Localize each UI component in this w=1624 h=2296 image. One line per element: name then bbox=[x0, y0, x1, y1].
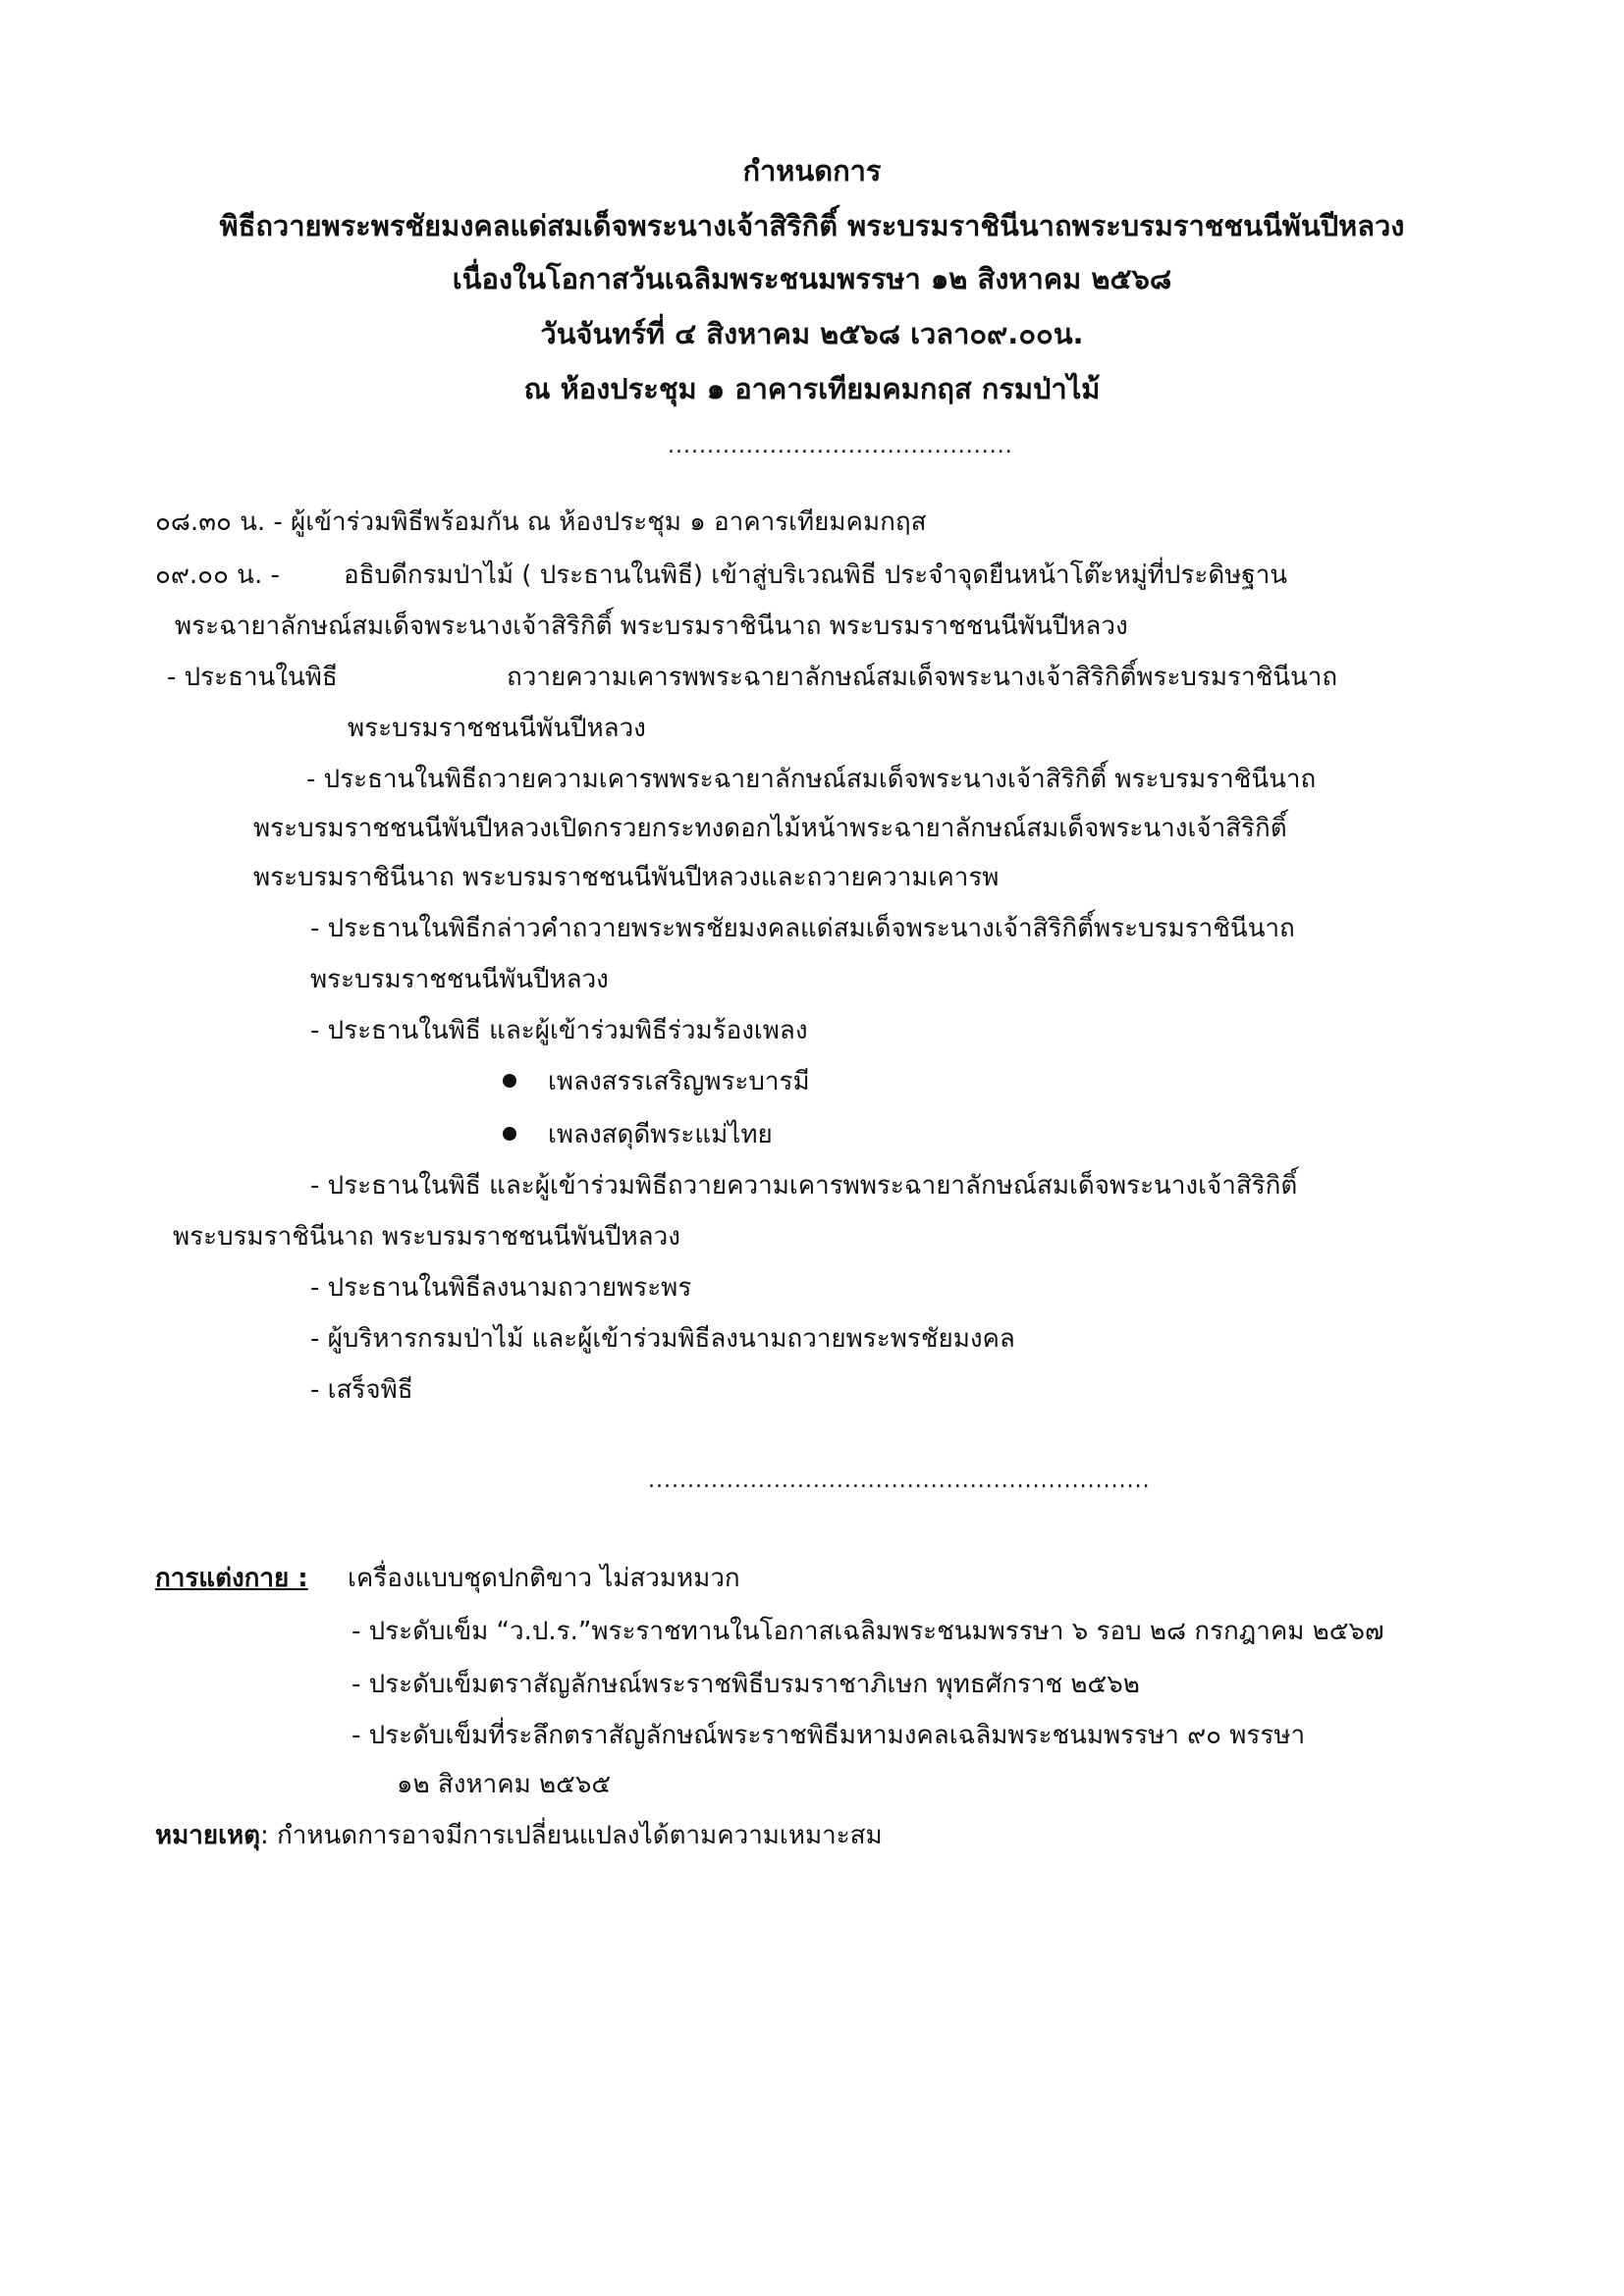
venue-line: ณ ห้องประชุม ๑ อาคารเทียมคมกฤส กรมป่าไม้ bbox=[523, 372, 1101, 405]
schedule-line: พระบรมราชชนนีพันปีหลวงเปิดกรวยกระทงดอกไม้หน้าพระฉายาลักษณ์สมเด็จพระนางเจ้าสิริกิติ์ bbox=[253, 814, 1287, 843]
schedule-line: ๐๘.๓๐ น. - ผู้เข้าร่วมพิธีพร้อมกัน ณ ห้องประชุม ๑ อาคารเทียมคมกฤส bbox=[155, 507, 927, 537]
schedule-line: พระบรมราชินีนาถ พระบรมราชชนนีพันปีหลวง bbox=[173, 1222, 680, 1252]
note-text: : กำหนดการอาจมีการเปลี่ยนแปลงได้ตามความเหมาะสม bbox=[260, 1821, 883, 1850]
bullet-icon bbox=[503, 1127, 516, 1141]
schedule-line: พระบรมราชชนนีพันปีหลวง bbox=[348, 714, 646, 743]
note-label: หมายเหตุ bbox=[155, 1821, 261, 1850]
schedule-line: - ประธานในพิธีลงนามถวายพระพร bbox=[310, 1273, 692, 1303]
schedule-line: พระบรมราชินีนาถ พระบรมราชชนนีพันปีหลวงและถวายความเคารพ bbox=[253, 863, 1000, 892]
schedule-line: พระบรมราชชนนีพันปีหลวง bbox=[310, 965, 609, 994]
attire-text: เครื่องแบบชุดปกติขาว ไม่สวมหมวก bbox=[348, 1564, 740, 1593]
ceremony-name: พิธีถวายพระพรชัยมงคลแด่สมเด็จพระนางเจ้าสิริกิติ์ พระบรมราชินีนาถพระบรมราชชนนีพันปีหลวง bbox=[219, 209, 1405, 242]
attire-item: - ประดับเข็มตราสัญลักษณ์พระราชพิธีบรมราชาภิเษก พุทธศักราช ๒๕๖๒ bbox=[352, 1670, 1140, 1699]
schedule-line: - เสร็จพิธี bbox=[310, 1375, 413, 1405]
note-line bbox=[155, 1818, 883, 1853]
schedule-line: - ผู้บริหารกรมป่าไม้ และผู้เข้าร่วมพิธีลงนามถวายพระพรชัยมงคล bbox=[310, 1324, 1015, 1354]
attire-label: การแต่งกาย : bbox=[155, 1564, 308, 1593]
document-title: กำหนดการ bbox=[742, 154, 882, 187]
schedule-line: ถวายความเคารพพระฉายาลักษณ์สมเด็จพระนางเจ้าสิริกิติ์พระบรมราชินีนาถ bbox=[507, 663, 1338, 692]
header-separator: ............................................ bbox=[668, 434, 1013, 458]
attire-item: - ประดับเข็ม “ว.ป.ร.”พระราชทานในโอกาสเฉลิมพระชนมพรรษา ๖ รอบ ๒๘ กรกฎาคม ๒๕๖๗ bbox=[352, 1617, 1384, 1646]
song-item: เพลงสดุดีพระแม่ไทย bbox=[548, 1120, 773, 1149]
schedule-line: - ประธานในพิธี และผู้เข้าร่วมพิธีถวายความเคารพพระฉายาลักษณ์สมเด็จพระนางเจ้าสิริกิติ์ bbox=[310, 1171, 1298, 1201]
occasion-line: เนื่องในโอกาสวันเฉลิมพระชนมพรรษา ๑๒ สิงหาคม ๒๕๖๘ bbox=[452, 262, 1172, 295]
bullet-icon bbox=[503, 1074, 516, 1088]
section-separator: ................................................................ bbox=[648, 1468, 1151, 1493]
schedule-line: - ประธานในพิธี และผู้เข้าร่วมพิธีร่วมร้องเพลง bbox=[310, 1016, 808, 1045]
song-item: เพลงสรรเสริญพระบารมี bbox=[548, 1067, 810, 1096]
schedule-line: - ประธานในพิธีกล่าวคำถวายพระพรชัยมงคลแด่สมเด็จพระนางเจ้าสิริกิติ์พระบรมราชินีนาถ bbox=[310, 914, 1295, 943]
schedule-time: ๐๙.๐๐ น. - bbox=[155, 561, 280, 590]
attire-item: - ประดับเข็มที่ระลึกตราสัญลักษณ์พระราชพิธีมหามงคลเฉลิมพระชนมพรรษา ๙๐ พรรษา bbox=[352, 1721, 1306, 1750]
attire-item-continued: ๑๒ สิงหาคม ๒๕๖๕ bbox=[397, 1770, 612, 1799]
date-time-line: วันจันทร์ที่ ๔ สิงหาคม ๒๕๖๘ เวลา๐๙.๐๐น. bbox=[540, 317, 1084, 350]
schedule-line: พระฉายาลักษณ์สมเด็จพระนางเจ้าสิริกิติ์ พระบรมราชินีนาถ พระบรมราชชนนีพันปีหลวง bbox=[175, 612, 1128, 641]
schedule-label: - ประธานในพิธี bbox=[167, 663, 338, 692]
schedule-line: อธิบดีกรมป่าไม้ ( ประธานในพิธี) เข้าสู่บริเวณพิธี ประจำจุดยืนหน้าโต๊ะหมู่ที่ประดิษฐาน bbox=[344, 561, 1288, 590]
schedule-line: - ประธานในพิธีถวายความเคารพพระฉายาลักษณ์สมเด็จพระนางเจ้าสิริกิติ์ พระบรมราชินีนาถ bbox=[306, 765, 1317, 794]
